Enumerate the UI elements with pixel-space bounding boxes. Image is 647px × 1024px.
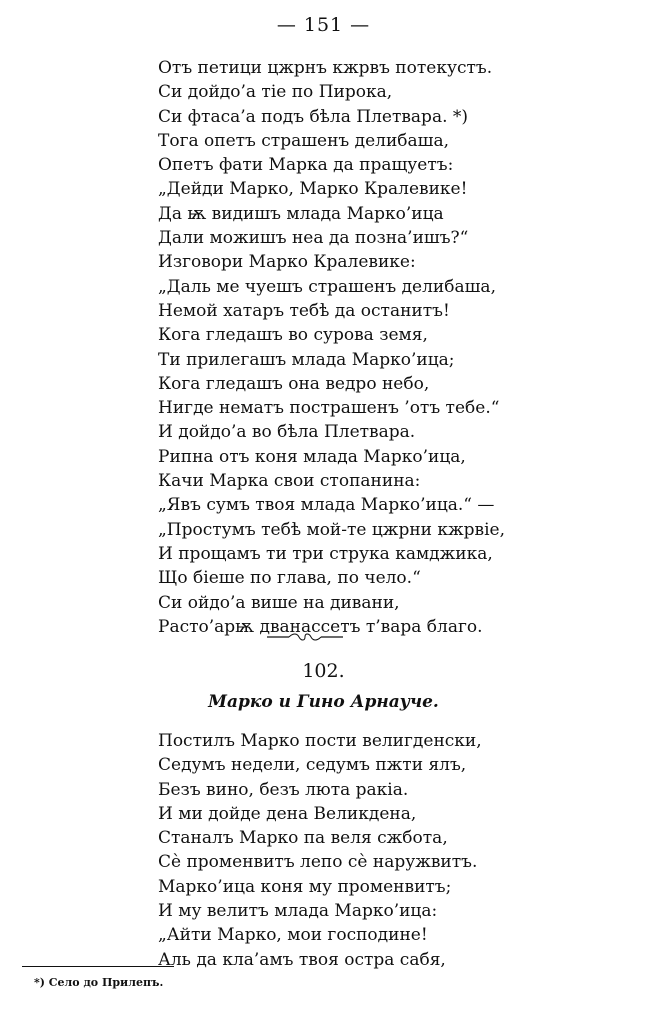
- poem-102-stanza: [158, 729, 482, 972]
- verse-line: Дали можишъ неа да позна’ишъ?“: [158, 228, 469, 249]
- footnote-rule: [22, 966, 174, 967]
- verse-line: Сѐ променвитъ лепо сѐ наружвитъ.: [158, 852, 478, 873]
- poem-title: Марко и Гино Арнауче.: [208, 692, 439, 712]
- verse-line: Седумъ недели, седумъ пжти ялъ,: [158, 755, 467, 776]
- verse-line: „Даль ме чуешъ страшенъ делибаша,: [158, 276, 496, 297]
- verse-line: И прощамъ ти три струка камджика,: [158, 543, 493, 564]
- verse-line: „Явъ сумъ твоя млада Марко’ица.“ —: [158, 495, 495, 516]
- verse-line: Качи Марка свои стопанина:: [158, 471, 421, 492]
- page-number: — 151 —: [276, 14, 371, 36]
- verse-line: Ти прилегашъ млада Марко’ица;: [158, 349, 455, 370]
- ornamental-divider: [267, 632, 343, 642]
- verse-line: И ми дойде дена Великдена,: [158, 803, 417, 824]
- verse-line: И му велитъ млада Марко’ица:: [158, 901, 438, 922]
- verse-line: Аль да кла’амъ твоя остра сабя,: [158, 949, 446, 970]
- verse-line: Си фтаса’а подъ бѣла Плетвара. *): [158, 106, 469, 127]
- verse-line: Постилъ Марко пости велигденски,: [158, 731, 482, 751]
- verse-line: Рипна отъ коня млада Марко’ица,: [158, 446, 466, 467]
- verse-line: Тога опетъ страшенъ делибаша,: [158, 130, 450, 151]
- footnote: *) Село до Прилепъ.: [34, 976, 164, 989]
- verse-line: Расто’арѭ дванассетъ т’вара благо.: [158, 616, 483, 637]
- verse-line: Нигде нематъ пострашенъ ’отъ тебе.“: [158, 398, 500, 419]
- verse-line: Що біеше по глава, по чело.“: [158, 568, 421, 589]
- verse-line: Си дойдо’а тіе по Пирока,: [158, 82, 393, 103]
- verse-line: Си ойдо’а више на дивани,: [158, 592, 400, 613]
- verse-line: Да ѭ видишъ млада Марко’ица: [158, 203, 444, 224]
- verse-line: Немой хатаръ тебѣ да останитъ!: [158, 300, 450, 321]
- poem-number: 102.: [302, 660, 345, 682]
- verse-line: Отъ петици цжрнъ кжрвъ потекустъ.: [158, 58, 493, 78]
- verse-line: Изговори Марко Кралевике:: [158, 252, 416, 273]
- verse-line: Кога гледашъ во сурова земя,: [158, 325, 428, 346]
- verse-line: Станалъ Марко па веля сжбота,: [158, 828, 448, 849]
- verse-line: „Айти Марко, мои господине!: [158, 925, 428, 946]
- verse-line: „Простумъ тебѣ мой-те цжрни кжрвіе,: [158, 519, 506, 540]
- verse-line: Безъ вино, безъ люта ракіа.: [158, 779, 409, 800]
- poem-101-ending-stanza: [158, 56, 505, 639]
- verse-line: И дойдо’а во бѣла Плетвара.: [158, 422, 416, 443]
- verse-line: Опетъ фати Марка да пращуетъ:: [158, 155, 454, 176]
- verse-line: Марко’ица коня му променвитъ;: [158, 876, 452, 897]
- verse-line: „Дейди Марко, Марко Кралевике!: [158, 179, 468, 200]
- verse-line: Кога гледашъ она ведро небо,: [158, 373, 430, 394]
